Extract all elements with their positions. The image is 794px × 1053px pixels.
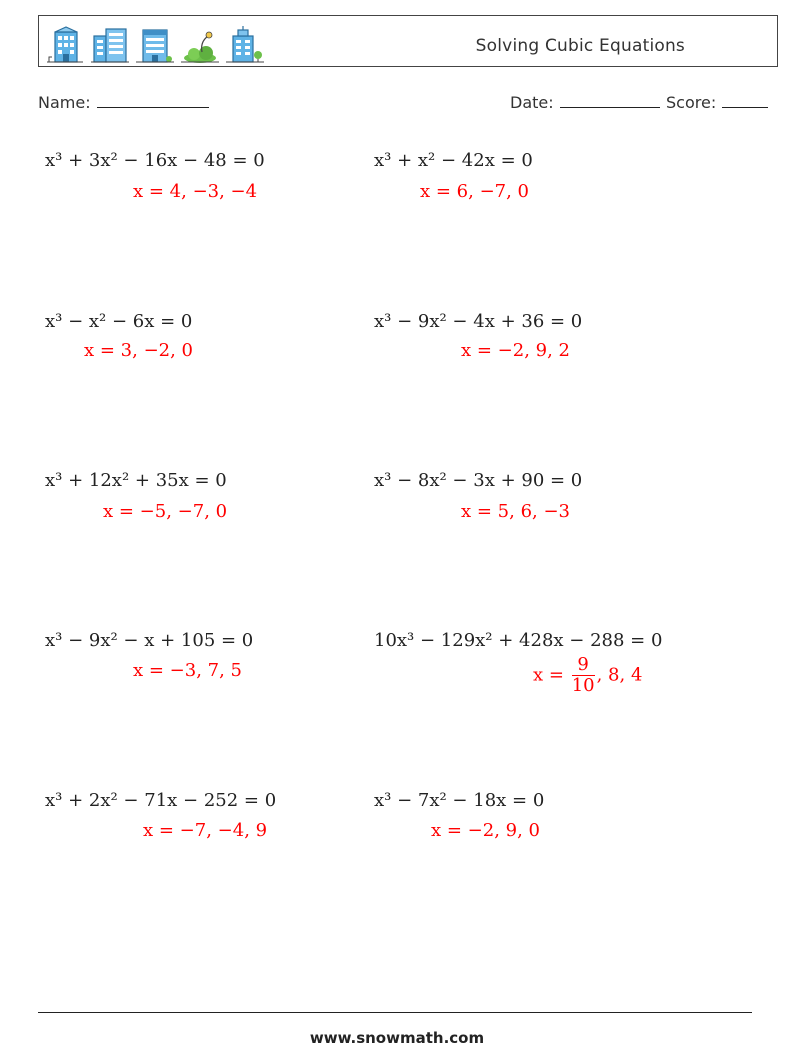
problem-equation: x³ − 7x² − 18x = 0 [374, 790, 545, 811]
problem-answer: x = −5, −7, 0 [103, 501, 228, 522]
date-blank[interactable] [560, 93, 660, 108]
problem-equation: x³ + 2x² − 71x − 252 = 0 [45, 790, 277, 811]
building-icon [45, 26, 85, 64]
problem-answer: x = −2, 9, 2 [461, 340, 571, 361]
problem-answer: x = 4, −3, −4 [133, 181, 258, 202]
footer-url[interactable]: www.snowmath.com [309, 1029, 485, 1047]
problem-answer: x = −7, −4, 9 [143, 820, 268, 841]
problem-equation: x³ + x² − 42x = 0 [374, 150, 533, 171]
header-icons [45, 22, 265, 64]
score-blank[interactable] [722, 93, 768, 108]
tower-building-icon [135, 26, 175, 64]
fraction-denominator: 10 [571, 675, 595, 696]
date-label: Date: [510, 93, 554, 112]
problem-answer: x = 3, −2, 0 [84, 340, 194, 361]
problem-answer: x = 5, 6, −3 [461, 501, 571, 522]
worksheet-header [38, 15, 778, 67]
date-field [510, 93, 660, 112]
answer-suffix: , 8, 4 [596, 664, 643, 686]
footer-divider [38, 1012, 752, 1013]
score-label: Score: [666, 93, 717, 112]
problem-answer: x = 6, −7, 0 [420, 181, 530, 202]
problem-answer: x = −3, 7, 5 [133, 660, 243, 681]
name-label: Name: [38, 93, 91, 112]
problem-equation: x³ − 8x² − 3x + 90 = 0 [374, 470, 583, 491]
problem-equation: x³ + 12x² + 35x = 0 [45, 470, 227, 491]
fraction-numerator: 9 [572, 655, 595, 676]
problem-equation: x³ − 9x² − 4x + 36 = 0 [374, 311, 583, 332]
skyscraper-icon [225, 26, 265, 64]
problem-answer: x = −2, 9, 0 [431, 820, 541, 841]
fraction [572, 655, 595, 696]
problem-equation: x³ − x² − 6x = 0 [45, 311, 193, 332]
name-field [38, 93, 209, 112]
problem-answer-fraction [533, 655, 642, 696]
name-blank[interactable] [97, 93, 209, 108]
problem-equation: 10x³ − 129x² + 428x − 288 = 0 [374, 630, 663, 651]
problem-equation: x³ + 3x² − 16x − 48 = 0 [45, 150, 265, 171]
park-icon [180, 26, 220, 64]
answer-prefix: x = [533, 664, 564, 686]
problem-equation: x³ − 9x² − x + 105 = 0 [45, 630, 254, 651]
score-field [666, 93, 768, 112]
worksheet-title: Solving Cubic Equations [475, 36, 685, 56]
office-building-icon [90, 26, 130, 64]
